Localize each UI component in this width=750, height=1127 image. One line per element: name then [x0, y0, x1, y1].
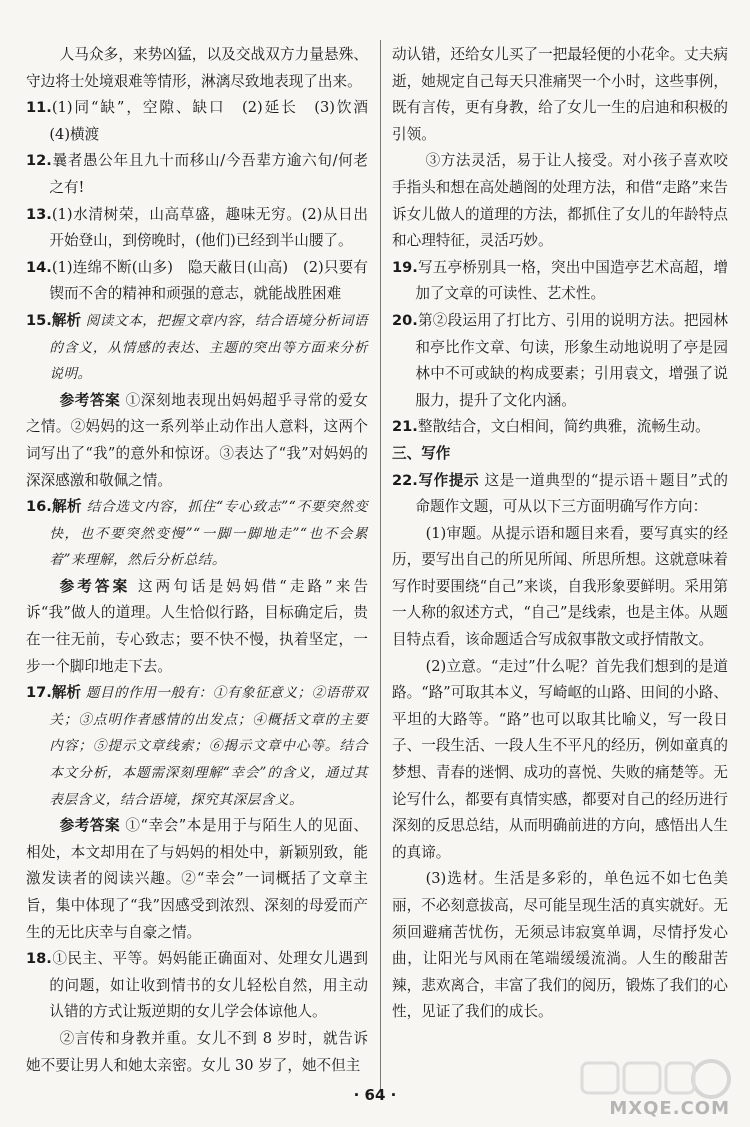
question-number: 14. — [26, 258, 52, 276]
answer-text: ①“幸会”本是用于与陌生人的见面、相处，本文却用在了与妈妈的相处中，新颖别致，能激发读者的阅读兴趣。②“幸会”一词概括了文章主旨，集中体现了“我”因感受到浓烈、深刻的母爱而产生的无比庆幸与自豪之情。 — [26, 817, 368, 941]
question-11 — [26, 95, 383, 148]
question-15-answer — [26, 388, 368, 494]
page-number: · 64 · — [353, 1086, 397, 1104]
question-18-point-2: ②言传和身教并重。女儿不到 8 岁时，就告诉她不要让男人和她太亲密。女儿 30 岁了，她不但主 — [26, 1029, 368, 1074]
question-number: 13. — [26, 205, 52, 223]
writing-point-2: (2)立意。“走过”什么呢？首先我们想到的是道路。“路”可取其本义，写崎岖的山路、田间的小路、平坦的大路等。“路”也可以取其比喻义，写一段日子、一段生活、一段人生不平凡的经历，例如童真的梦想、青春的迷惘、成功的喜悦、失败的痛楚等。无论写什么，都要有真情实感，都要对自己的经历进行深刻的反思总结，从而明确前进的方向，感悟出人生的真谛。 — [392, 657, 728, 861]
question-22-intro — [392, 468, 728, 521]
writing-point-1: (1)审题。从提示语和题目来看，要写真实的经历，要写出自己的所见所闻、所思所想。这就意味着写作时要围绕“自己”来谈，自我形象要鲜明。采用第一人称的叙述方式，“自己”是线索，也是主体。从题目特点看，该命题适合写成叙事散文或抒情散文。 — [392, 524, 728, 649]
left-column — [26, 42, 383, 1079]
question-12 — [26, 148, 368, 201]
paragraph-continued: 人马众多，来势凶猛，以及交战双方力量悬殊、守边将士处境艰难等情形，淋漓尽致地表现了出来。 — [26, 46, 368, 90]
question-16-analysis — [26, 494, 368, 574]
question-14 — [26, 255, 368, 308]
answer-text: (1)水清树荣，山高草盛，趣味无穷。(2)从日出开始登山，到傍晚时，(他们)已经到半山腰了。 — [49, 205, 368, 250]
writing-point-3: (3)选材。生活是多彩的，单色远不如七色美丽，不必刻意拔高，尽可能呈现生活的真实就好。无须回避痛苦忧伤，无须忌讳寂寞单调，尽情抒发心曲，让阳光与风雨在笔端缓缓流淌。人生的酸甜苦辣，悲欢离合，丰富了我们的阅历，锻炼了我们的心性，见证了我们的成长。 — [392, 870, 728, 1021]
question-number: 22. — [392, 471, 418, 489]
question-number: 21. — [392, 418, 418, 436]
answer-label: 参考答案 — [59, 391, 121, 409]
question-20 — [392, 308, 728, 414]
question-17-answer — [26, 813, 368, 946]
answer-text: (1)同“缺”，空隙、缺口 (2)延长 (3)饮酒 (4)横渡 — [49, 99, 383, 143]
question-number: 20. — [392, 311, 418, 329]
answer-text: 这两句话是妈妈借“走路”来告诉“我”做人的道理。人生恰似行路，目标确定后，贵在一往无前，专心致志；要不快不慢，执着坚定，一步一个脚印地走下去。 — [26, 577, 368, 675]
question-18 — [26, 946, 368, 1026]
answer-text: 整散结合，文白相间，简约典雅，流畅生动。 — [417, 418, 710, 436]
right-column — [392, 42, 728, 1026]
answer-text: 曩者愚公年且九十而移山/今吾辈方逾六旬/何老之有! — [49, 152, 368, 196]
question-number: 15. — [26, 311, 52, 329]
analysis-label: 解析 — [51, 498, 82, 516]
question-18-point-3: ③方法灵活，易于让人接受。对小孩子喜欢咬手指头和想在高处趟阁的处理方法，和借“走路”来告诉女儿做人的道理的方法，都抓住了女儿的年龄特点和心理特征，灵活巧妙。 — [392, 152, 728, 250]
section-title: 三、写作 — [392, 444, 451, 462]
question-13 — [26, 202, 368, 255]
answer-text: ①深刻地表现出妈妈超乎寻常的爱女之情。②妈妈的这一系列举止动作出人意料，这两个词写出了“我”的意外和惊讶。③表达了“我”对妈妈的深深感激和敬佩之情。 — [26, 391, 368, 489]
answer-text: 写五亭桥别具一格，突出中国造亭艺术高超，增加了文章的可读性、艺术性。 — [415, 258, 728, 303]
question-15-analysis — [26, 308, 368, 388]
question-number: 16. — [26, 498, 52, 516]
question-19 — [392, 255, 728, 308]
question-number: 11. — [26, 99, 52, 117]
column-divider — [380, 40, 381, 1090]
question-number: 12. — [26, 152, 52, 170]
question-number: 17. — [26, 684, 52, 702]
analysis-label: 解析 — [51, 684, 82, 702]
question-17-analysis — [26, 680, 368, 813]
answer-label: 参考答案 — [59, 817, 121, 835]
question-21 — [392, 414, 728, 441]
question-16-answer — [26, 574, 368, 680]
analysis-text: 题目的作用一般有：①有象征意义；②语带双关；③点明作者感情的出发点；④概括文章的主要内容；⑤提示文章线索；⑥揭示文章中心等。结合本文分析，本题需深刻理解“幸会”的含义，通过其表层含义，结合语境，探究其深层含义。 — [49, 685, 369, 808]
answer-label: 参考答案 — [59, 577, 131, 595]
answer-text: (1)连绵不断(山多) 隐天蔽日(山高) (2)只要有锲而不舍的精神和顽强的意志，就能战胜困难 — [49, 258, 368, 303]
question-number: 19. — [392, 258, 418, 276]
analysis-text: 结合选文内容，抓住“专心致志”“不要突然变快，也不要突然变慢”“一脚一脚地走”“也不会累着”来理解，然后分析总结。 — [49, 499, 368, 569]
writing-tip-label: 写作提示 — [417, 471, 480, 489]
analysis-text: 阅读文本，把握文章内容，结合语境分析词语的含义，从情感的表达、主题的突出等方面来分析说明。 — [49, 312, 369, 383]
watermark-text: MXQE.COM — [609, 1098, 730, 1119]
paragraph-continued: 动认错，还给女儿买了一把最轻便的小花伞。丈夫病逝，她规定自己每天只准痛哭一个小时，这些事例，既有言传，更有身教，给了女儿一生的启迪和积极的引领。 — [392, 46, 728, 143]
answer-text: 第②段运用了打比方、引用的说明方法。把园林和亭比作文章、句读，形象生动地说明了亭是园林中不可或缺的构成要素；引用袁文，增强了说服力，提升了文化内涵。 — [415, 311, 728, 409]
analysis-label: 解析 — [51, 311, 82, 329]
answer-text: ①民主、平等。妈妈能正确面对、处理女儿遇到的问题，如让收到情书的女儿轻松自然，用主动认错的方式让叛逆期的女儿学会体谅他人。 — [49, 950, 368, 1021]
question-number: 18. — [26, 950, 52, 968]
intro-text: 这是一道典型的“提示语＋题目”式的命题作文题，可从以下三方面明确写作方向： — [415, 471, 728, 516]
